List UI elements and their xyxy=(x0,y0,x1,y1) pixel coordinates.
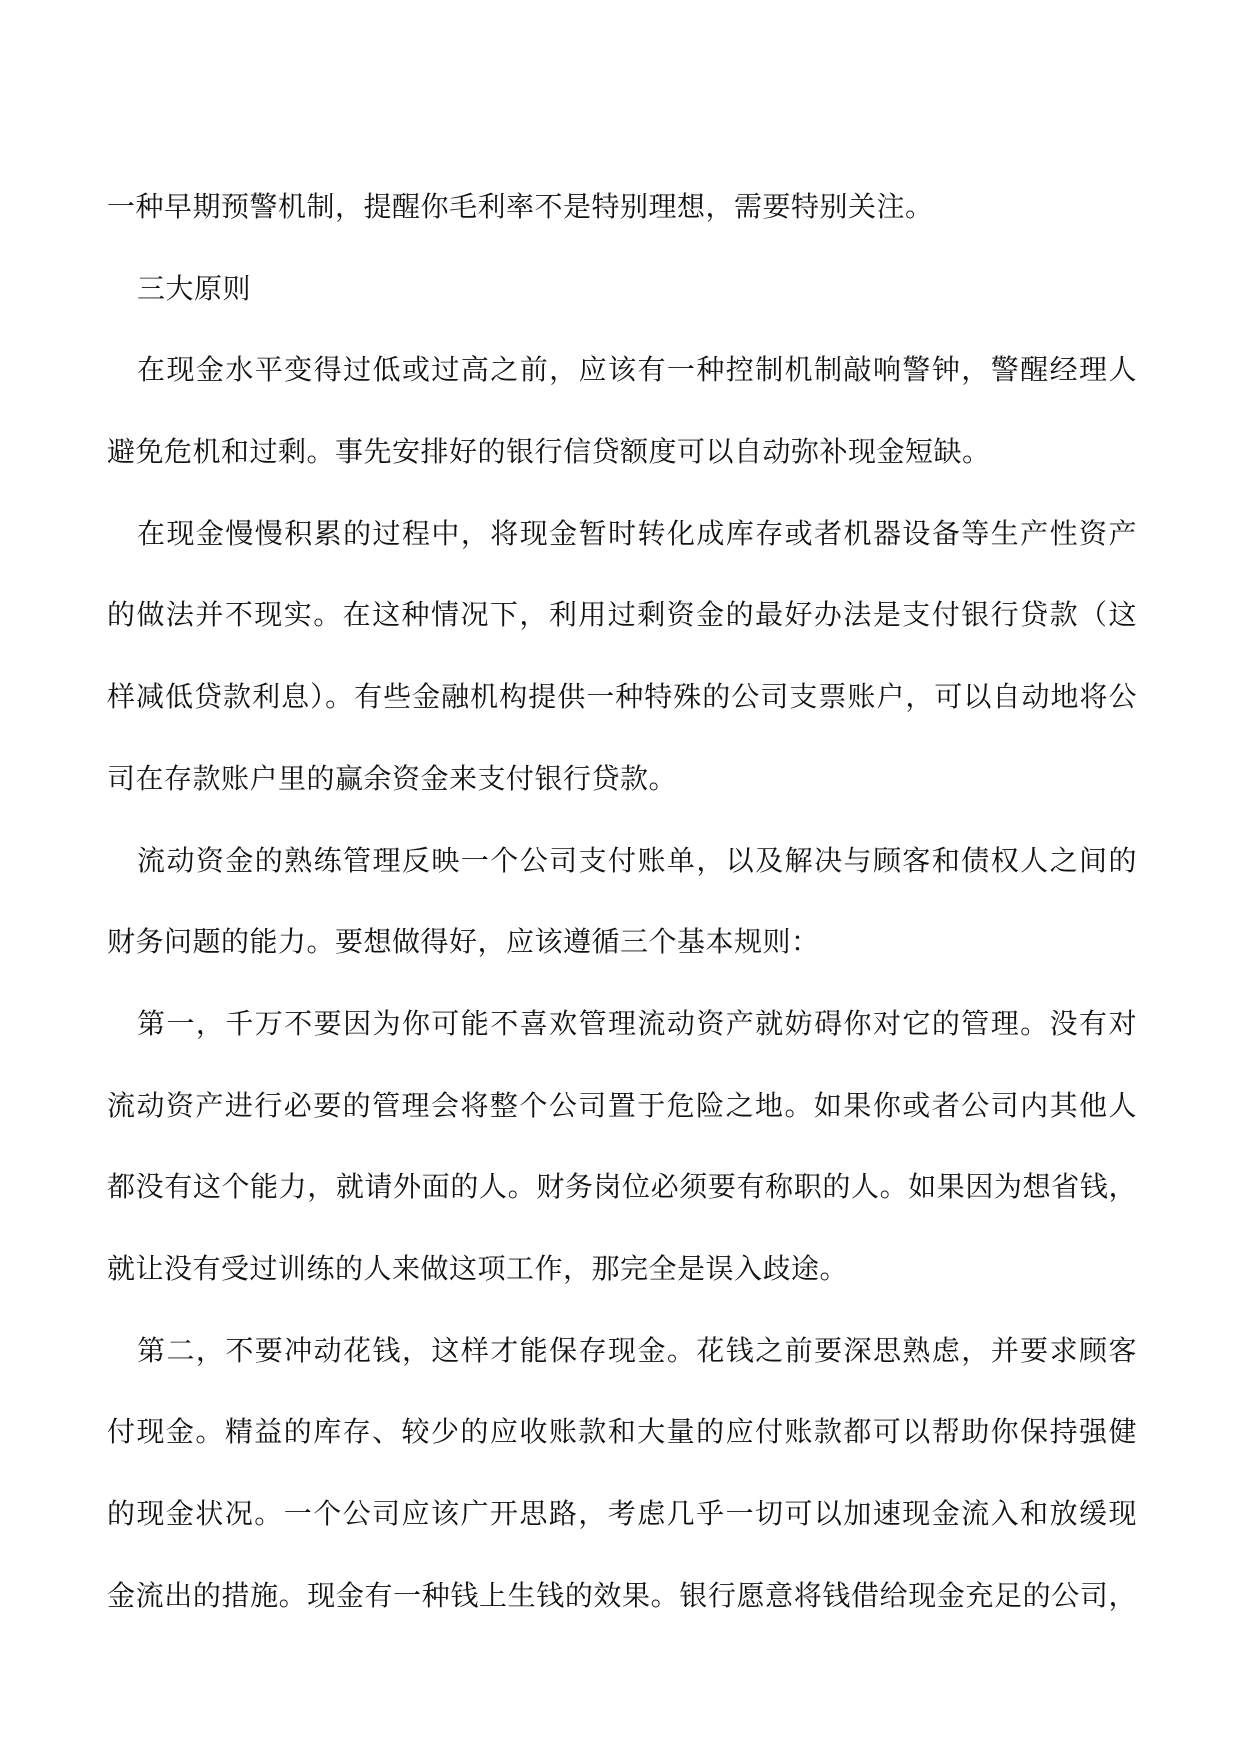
text-line: 付现金。精益的库存、较少的应收账款和大量的应付账款都可以帮助你保持强健 xyxy=(107,1415,1137,1449)
text-line: 的做法并不现实。在这种情况下，利用过剩资金的最好办法是支付银行贷款（这 xyxy=(107,598,1137,632)
text-line: 就让没有受过训练的人来做这项工作，那完全是误入歧途。 xyxy=(107,1251,849,1285)
text-line: 金流出的措施。现金有一种钱上生钱的效果。银行愿意将钱借给现金充足的公司， xyxy=(107,1578,1137,1612)
text-line: 在现金水平变得过低或过高之前，应该有一种控制机制敲响警钟，警醒经理人 xyxy=(137,353,1137,387)
text-line: 都没有这个能力，就请外面的人。财务岗位必须要有称职的人。如果因为想省钱， xyxy=(107,1170,1137,1204)
text-line: 三大原则 xyxy=(137,271,252,305)
text-line: 避免危机和过剩。事先安排好的银行信贷额度可以自动弥补现金短缺。 xyxy=(107,435,991,469)
text-line: 流动资产进行必要的管理会将整个公司置于危险之地。如果你或者公司内其他人 xyxy=(107,1088,1137,1122)
text-line: 在现金慢慢积累的过程中，将现金暂时转化成库存或者机器设备等生产性资产 xyxy=(137,516,1137,550)
text-line: 第一，千万不要因为你可能不喜欢管理流动资产就妨碍你对它的管理。没有对 xyxy=(137,1006,1137,1040)
text-line: 的现金状况。一个公司应该广开思路，考虑几乎一切可以加速现金流入和放缓现 xyxy=(107,1497,1137,1530)
text-line: 一种早期预警机制，提醒你毛利率不是特别理想，需要特别关注。 xyxy=(107,190,934,223)
text-line: 财务问题的能力。要想做得好，应该遵循三个基本规则： xyxy=(107,925,820,959)
document-body xyxy=(107,166,1137,1636)
text-line: 司在存款账户里的赢余资金来支付银行贷款。 xyxy=(107,761,678,795)
text-line: 第二，不要冲动花钱，这样才能保存现金。花钱之前要深思熟虑，并要求顾客 xyxy=(137,1333,1137,1367)
text-line: 流动资金的熟练管理反映一个公司支付账单，以及解决与顾客和债权人之间的 xyxy=(137,843,1137,877)
text-line: 样减低贷款利息）。有些金融机构提供一种特殊的公司支票账户，可以自动地将公 xyxy=(107,680,1137,714)
